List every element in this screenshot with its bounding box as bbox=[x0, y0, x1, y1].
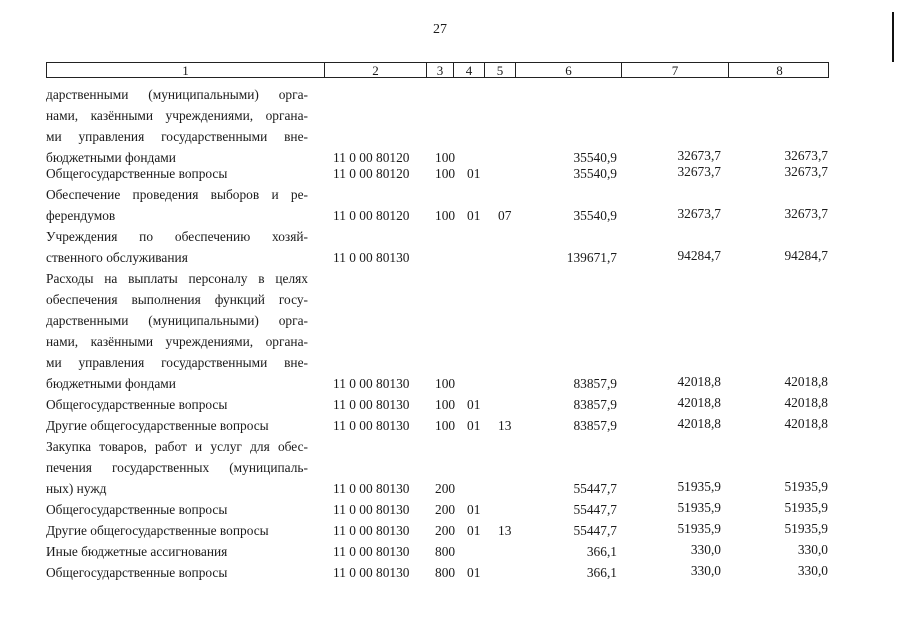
description-line: Общегосударственные вопросы bbox=[46, 502, 228, 517]
amount-col-6: 83857,9 bbox=[573, 418, 617, 433]
description-line: Расходы на выплаты персоналу в целях bbox=[46, 271, 308, 286]
description-line: обеспечения выполнения функций госу- bbox=[46, 292, 308, 307]
expense-type-code: 100 bbox=[435, 397, 456, 412]
amount-col-7: 51935,9 bbox=[677, 479, 721, 494]
expense-type-code: 200 bbox=[435, 502, 456, 517]
description-line: ственного обслуживания bbox=[46, 250, 188, 265]
amount-col-6: 366,1 bbox=[586, 544, 617, 559]
amount-col-7: 330,0 bbox=[690, 563, 721, 578]
amount-col-7: 32673,7 bbox=[677, 148, 721, 163]
section-code: 01 bbox=[467, 523, 481, 538]
amount-col-8: 42018,8 bbox=[784, 416, 828, 431]
target-article-code: 11 0 00 80130 bbox=[333, 523, 410, 538]
target-article-code: 11 0 00 80130 bbox=[333, 565, 410, 580]
amount-col-7: 42018,8 bbox=[677, 374, 721, 389]
subsection-code: 13 bbox=[498, 523, 512, 538]
expense-type-code: 100 bbox=[435, 376, 456, 391]
amount-col-8: 51935,9 bbox=[784, 479, 828, 494]
description-line: Другие общегосударственные вопросы bbox=[46, 523, 269, 538]
description-line: Другие общегосударственные вопросы bbox=[46, 418, 269, 433]
row-description bbox=[46, 394, 308, 415]
target-article-code: 11 0 00 80130 bbox=[333, 544, 410, 559]
header-col-4: 4 bbox=[453, 63, 484, 77]
target-article-code: 11 0 00 80120 bbox=[333, 166, 410, 181]
amount-col-6: 35540,9 bbox=[573, 150, 617, 165]
description-line: Закупка товаров, работ и услуг для обес- bbox=[46, 439, 308, 454]
amount-col-8: 32673,7 bbox=[784, 206, 828, 221]
amount-col-6: 55447,7 bbox=[573, 523, 617, 538]
amount-col-7: 32673,7 bbox=[677, 206, 721, 221]
description-line: ферендумов bbox=[46, 208, 116, 223]
row-description bbox=[46, 415, 308, 436]
target-article-code: 11 0 00 80120 bbox=[333, 208, 410, 223]
amount-col-7: 330,0 bbox=[690, 542, 721, 557]
description-line: дарственными (муниципальными) орга- bbox=[46, 87, 308, 102]
section-code: 01 bbox=[467, 565, 481, 580]
amount-col-7: 94284,7 bbox=[677, 248, 721, 263]
amount-col-7: 51935,9 bbox=[677, 500, 721, 515]
amount-col-6: 55447,7 bbox=[573, 502, 617, 517]
row-description bbox=[46, 520, 308, 541]
header-col-3: 3 bbox=[426, 63, 453, 77]
amount-col-8: 32673,7 bbox=[784, 164, 828, 179]
description-line: Общегосударственные вопросы bbox=[46, 565, 228, 580]
amount-col-8: 51935,9 bbox=[784, 500, 828, 515]
target-article-code: 11 0 00 80130 bbox=[333, 418, 410, 433]
row-description bbox=[46, 562, 308, 583]
amount-col-8: 51935,9 bbox=[784, 521, 828, 536]
description-line: печения государственных (муниципаль- bbox=[46, 460, 308, 475]
header-col-6: 6 bbox=[515, 63, 621, 77]
amount-col-7: 42018,8 bbox=[677, 416, 721, 431]
amount-col-8: 32673,7 bbox=[784, 148, 828, 163]
target-article-code: 11 0 00 80120 bbox=[333, 150, 410, 165]
description-line: нами, казёнными учреждениями, органа- bbox=[46, 108, 308, 123]
description-line: Общегосударственные вопросы bbox=[46, 397, 228, 412]
expense-type-code: 100 bbox=[435, 208, 456, 223]
amount-col-8: 42018,8 bbox=[784, 395, 828, 410]
margin-mark bbox=[892, 12, 894, 62]
target-article-code: 11 0 00 80130 bbox=[333, 481, 410, 496]
table-header-row bbox=[46, 62, 829, 78]
amount-col-6: 366,1 bbox=[586, 565, 617, 580]
target-article-code: 11 0 00 80130 bbox=[333, 376, 410, 391]
page-number: 27 bbox=[433, 22, 447, 37]
section-code: 01 bbox=[467, 166, 481, 181]
amount-col-6: 83857,9 bbox=[573, 376, 617, 391]
subsection-code: 13 bbox=[498, 418, 512, 433]
amount-col-6: 139671,7 bbox=[566, 250, 617, 265]
description-line: Иные бюджетные ассигнования bbox=[46, 544, 228, 559]
description-line: ми управления государственными вне- bbox=[46, 355, 308, 370]
section-code: 01 bbox=[467, 418, 481, 433]
section-code: 01 bbox=[467, 208, 481, 223]
amount-col-7: 32673,7 bbox=[677, 164, 721, 179]
row-description bbox=[46, 268, 308, 394]
row-description bbox=[46, 226, 308, 268]
header-col-5: 5 bbox=[484, 63, 515, 77]
description-line: ми управления государственными вне- bbox=[46, 129, 308, 144]
row-description bbox=[46, 184, 308, 226]
amount-col-6: 35540,9 bbox=[573, 208, 617, 223]
row-description bbox=[46, 436, 308, 499]
description-line: Учреждения по обеспечению хозяй- bbox=[46, 229, 308, 244]
expense-type-code: 100 bbox=[435, 166, 456, 181]
header-col-2: 2 bbox=[324, 63, 426, 77]
description-line: нами, казёнными учреждениями, органа- bbox=[46, 334, 308, 349]
expense-type-code: 800 bbox=[435, 565, 456, 580]
row-description bbox=[46, 499, 308, 520]
target-article-code: 11 0 00 80130 bbox=[333, 502, 410, 517]
target-article-code: 11 0 00 80130 bbox=[333, 397, 410, 412]
row-description bbox=[46, 163, 308, 184]
section-code: 01 bbox=[467, 397, 481, 412]
row-description bbox=[46, 541, 308, 562]
expense-type-code: 100 bbox=[435, 418, 456, 433]
amount-col-7: 51935,9 bbox=[677, 521, 721, 536]
amount-col-8: 94284,7 bbox=[784, 248, 828, 263]
header-col-8: 8 bbox=[728, 63, 830, 77]
amount-col-6: 55447,7 bbox=[573, 481, 617, 496]
amount-col-8: 330,0 bbox=[797, 563, 828, 578]
amount-col-8: 42018,8 bbox=[784, 374, 828, 389]
description-line: бюджетными фондами bbox=[46, 376, 176, 391]
amount-col-6: 83857,9 bbox=[573, 397, 617, 412]
description-line: ных) нужд bbox=[46, 481, 107, 496]
section-code: 01 bbox=[467, 502, 481, 517]
description-line: бюджетными фондами bbox=[46, 150, 176, 165]
amount-col-7: 42018,8 bbox=[677, 395, 721, 410]
description-line: дарственными (муниципальными) орга- bbox=[46, 313, 308, 328]
subsection-code: 07 bbox=[498, 208, 512, 223]
row-description bbox=[46, 84, 308, 168]
amount-col-6: 35540,9 bbox=[573, 166, 617, 181]
expense-type-code: 100 bbox=[435, 150, 456, 165]
header-col-1: 1 bbox=[182, 63, 189, 78]
amount-col-8: 330,0 bbox=[797, 542, 828, 557]
description-line: Обеспечение проведения выборов и ре- bbox=[46, 187, 308, 202]
expense-type-code: 200 bbox=[435, 523, 456, 538]
description-line: Общегосударственные вопросы bbox=[46, 166, 228, 181]
target-article-code: 11 0 00 80130 bbox=[333, 250, 410, 265]
header-col-7: 7 bbox=[621, 63, 728, 77]
expense-type-code: 800 bbox=[435, 544, 456, 559]
expense-type-code: 200 bbox=[435, 481, 456, 496]
